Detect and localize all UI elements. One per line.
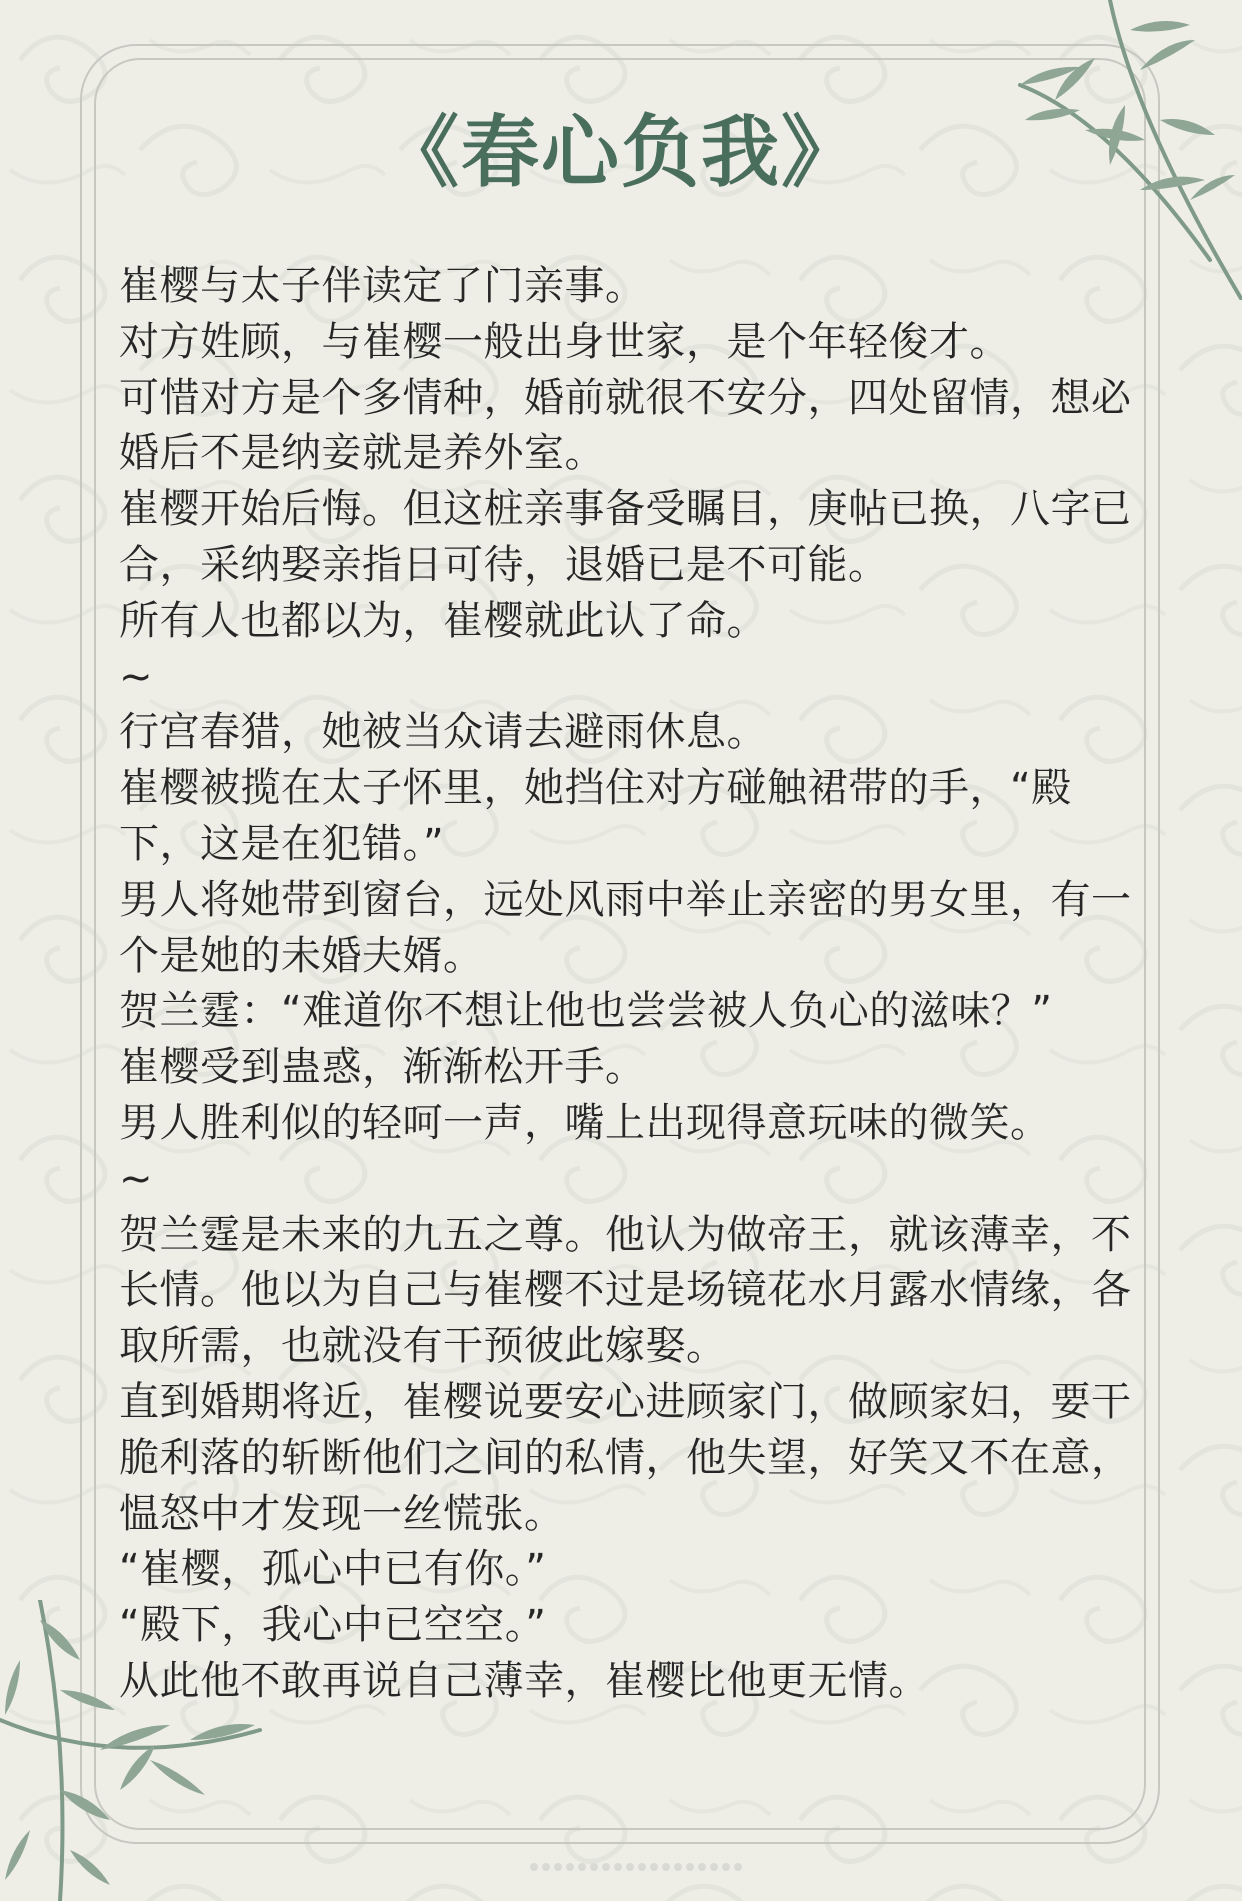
- text-line: 男人将她带到窗台，远处风雨中举止亲密的男女里，有一: [119, 876, 1132, 923]
- text-line: 愠怒中才发现一丝慌张。: [119, 1490, 565, 1537]
- section-divider: ~: [119, 1155, 154, 1202]
- text-line: 合，采纳娶亲指日可待，退婚已是不可能。: [119, 541, 889, 588]
- text-line: 脆利落的斩断他们之间的私情，他失望，好笑又不在意，: [119, 1434, 1132, 1481]
- text-line: 所有人也都以为，崔樱就此认了命。: [119, 597, 767, 644]
- text-line: 崔樱与太子伴读定了门亲事。: [119, 263, 646, 309]
- body-text: [119, 259, 1132, 1710]
- text-line: 崔樱被揽在太子怀里，她挡住对方碰触裙带的手，“殿: [119, 765, 1072, 812]
- text-line: 个是她的未婚夫婿。: [119, 932, 484, 979]
- text-line: 行宫春猎，她被当众请去避雨休息。: [119, 709, 767, 756]
- text-line: 从此他不敢再说自己薄幸，崔樱比他更无情。: [119, 1657, 929, 1704]
- text-line: 男人胜利似的轻呵一声，嘴上出现得意玩味的微笑。: [119, 1099, 1051, 1146]
- text-line: 崔樱受到蛊惑，渐渐松开手。: [119, 1044, 646, 1091]
- text-line: 对方姓顾，与崔樱一般出身世家，是个年轻俊才。: [119, 318, 1010, 365]
- text-line: “殿下，我心中已空空。”: [119, 1602, 547, 1649]
- page-indicator-dots: [529, 1862, 749, 1872]
- text-line: 直到婚期将近，崔樱说要安心进顾家门，做顾家妇，要干: [119, 1378, 1132, 1425]
- section-divider: ~: [119, 653, 154, 700]
- text-line: “崔樱，孤心中已有你。”: [119, 1546, 547, 1593]
- text-line: 可惜对方是个多情种，婚前就很不安分，四处留情，想必: [119, 374, 1132, 421]
- text-line: 贺兰霆：“难道你不想让他也尝尝被人负心的滋味？”: [119, 988, 1053, 1035]
- text-line: 贺兰霆是未来的九五之尊。他认为做帝王，就该薄幸，不: [119, 1211, 1132, 1258]
- text-line: 长情。他以为自己与崔樱不过是场镜花水月露水情缘，各: [119, 1267, 1132, 1314]
- text-line: 崔樱开始后悔。但这桩亲事备受瞩目，庚帖已换，八字已: [119, 486, 1132, 533]
- text-line: 婚后不是纳妾就是养外室。: [119, 430, 605, 477]
- text-line: 取所需，也就没有干预彼此嫁娶。: [119, 1323, 727, 1370]
- page-title: 《春心负我》: [380, 108, 861, 198]
- text-line: 下，这是在犯错。”: [119, 820, 445, 867]
